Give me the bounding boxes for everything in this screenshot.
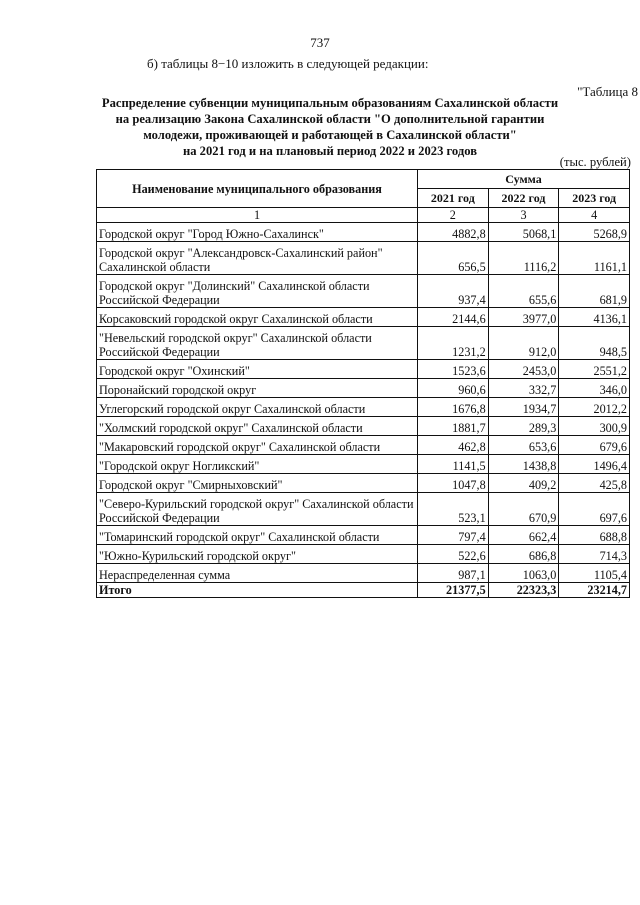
- value-2023: 681,9: [559, 275, 630, 308]
- table-row: [97, 398, 630, 417]
- municipality-name: Городской округ "Охинский": [97, 360, 418, 379]
- municipality-name: "Северо-Курильский городской округ" Сахалинской области Российской Федерации: [97, 493, 418, 526]
- value-2021: 4882,8: [418, 223, 489, 242]
- table-row: [97, 564, 630, 583]
- value-2023: 679,6: [559, 436, 630, 455]
- value-2022: 686,8: [488, 545, 559, 564]
- value-2022: 655,6: [488, 275, 559, 308]
- value-2021: 1141,5: [418, 455, 489, 474]
- value-2021: 987,1: [418, 564, 489, 583]
- title-line: Распределение субвенции муниципальным образованиям Сахалинской области: [101, 96, 559, 110]
- municipality-name: "Городской округ Ногликский": [97, 455, 418, 474]
- municipality-name: "Томаринский городской округ" Сахалинской области: [97, 526, 418, 545]
- municipality-name: Городской округ "Смирныховский": [97, 474, 418, 493]
- header-sum: Сумма: [418, 170, 630, 189]
- units-label: (тыс. рублей): [559, 155, 631, 169]
- total-2021: 21377,5: [418, 583, 489, 598]
- title-line: на 2021 год и на плановый период 2022 и 2023 годов: [182, 144, 478, 158]
- header-year-2021: 2021 год: [418, 189, 489, 208]
- value-2022: 332,7: [488, 379, 559, 398]
- value-2022: 1438,8: [488, 455, 559, 474]
- table-row: [97, 526, 630, 545]
- table-row: [97, 223, 630, 242]
- table-row: [97, 242, 630, 275]
- column-index: 2: [418, 208, 489, 223]
- header-year-2023: 2023 год: [559, 189, 630, 208]
- page-number: 737: [310, 35, 330, 50]
- value-2023: 2012,2: [559, 398, 630, 417]
- value-2021: 1676,8: [418, 398, 489, 417]
- value-2023: 697,6: [559, 493, 630, 526]
- value-2021: 797,4: [418, 526, 489, 545]
- total-2022: 22323,3: [488, 583, 559, 598]
- value-2021: 522,6: [418, 545, 489, 564]
- title-line: на реализацию Закона Сахалинской области "О дополнительной гарантии: [115, 112, 545, 126]
- municipality-name: Углегорский городской округ Сахалинской области: [97, 398, 418, 417]
- value-2022: 1116,2: [488, 242, 559, 275]
- title-line: молодежи, проживающей и работающей в Сахалинской области": [143, 128, 517, 142]
- value-2022: 289,3: [488, 417, 559, 436]
- value-2021: 656,5: [418, 242, 489, 275]
- value-2022: 1934,7: [488, 398, 559, 417]
- value-2021: 2144,6: [418, 308, 489, 327]
- municipality-name: "Макаровский городской округ" Сахалинской области: [97, 436, 418, 455]
- value-2023: 425,8: [559, 474, 630, 493]
- total-2023: 23214,7: [559, 583, 630, 598]
- value-2022: 2453,0: [488, 360, 559, 379]
- header-year-2022: 2022 год: [488, 189, 559, 208]
- municipality-name: Городской округ "Долинский" Сахалинской области Российской Федерации: [97, 275, 418, 308]
- municipality-name: "Южно-Курильский городской округ": [97, 545, 418, 564]
- table-label: "Таблица 8: [577, 84, 638, 99]
- value-2021: 523,1: [418, 493, 489, 526]
- value-2023: 4136,1: [559, 308, 630, 327]
- total-row: [97, 583, 630, 598]
- value-2022: 912,0: [488, 327, 559, 360]
- value-2021: 1047,8: [418, 474, 489, 493]
- column-index: 4: [559, 208, 630, 223]
- column-index-row: [97, 208, 630, 223]
- value-2022: 5068,1: [488, 223, 559, 242]
- value-2023: 346,0: [559, 379, 630, 398]
- table-row: [97, 545, 630, 564]
- table-row: [97, 379, 630, 398]
- table-row: [97, 308, 630, 327]
- value-2023: 1161,1: [559, 242, 630, 275]
- value-2021: 1881,7: [418, 417, 489, 436]
- intro-text: б) таблицы 8−10 изложить в следующей редакции:: [147, 56, 429, 71]
- table-row: [97, 455, 630, 474]
- value-2021: 937,4: [418, 275, 489, 308]
- value-2023: 300,9: [559, 417, 630, 436]
- value-2021: 462,8: [418, 436, 489, 455]
- value-2023: 5268,9: [559, 223, 630, 242]
- value-2022: 3977,0: [488, 308, 559, 327]
- value-2022: 662,4: [488, 526, 559, 545]
- table-row: [97, 493, 630, 526]
- header-name: Наименование муниципального образования: [97, 170, 418, 208]
- municipality-name: "Невельский городской округ" Сахалинской области Российской Федерации: [97, 327, 418, 360]
- table-row: [97, 436, 630, 455]
- value-2021: 960,6: [418, 379, 489, 398]
- value-2021: 1231,2: [418, 327, 489, 360]
- municipality-name: Поронайский городской округ: [97, 379, 418, 398]
- value-2023: 2551,2: [559, 360, 630, 379]
- table-row: [97, 474, 630, 493]
- value-2023: 1496,4: [559, 455, 630, 474]
- table-row: [97, 327, 630, 360]
- value-2023: 714,3: [559, 545, 630, 564]
- value-2023: 688,8: [559, 526, 630, 545]
- municipality-name: Городской округ "Александровск-Сахалинский район" Сахалинской области: [97, 242, 418, 275]
- municipality-name: "Холмский городской округ" Сахалинской области: [97, 417, 418, 436]
- value-2022: 653,6: [488, 436, 559, 455]
- subvention-table: [96, 169, 630, 598]
- table-title: [60, 95, 600, 159]
- table-row: [97, 360, 630, 379]
- table-row: [97, 417, 630, 436]
- total-label: Итого: [97, 583, 418, 598]
- column-index: 1: [97, 208, 418, 223]
- municipality-name: Нераспределенная сумма: [97, 564, 418, 583]
- value-2023: 1105,4: [559, 564, 630, 583]
- municipality-name: Городской округ "Город Южно-Сахалинск": [97, 223, 418, 242]
- value-2022: 409,2: [488, 474, 559, 493]
- table-body: [97, 223, 630, 583]
- value-2021: 1523,6: [418, 360, 489, 379]
- value-2023: 948,5: [559, 327, 630, 360]
- column-index: 3: [488, 208, 559, 223]
- municipality-name: Корсаковский городской округ Сахалинской области: [97, 308, 418, 327]
- value-2022: 670,9: [488, 493, 559, 526]
- table-row: [97, 275, 630, 308]
- value-2022: 1063,0: [488, 564, 559, 583]
